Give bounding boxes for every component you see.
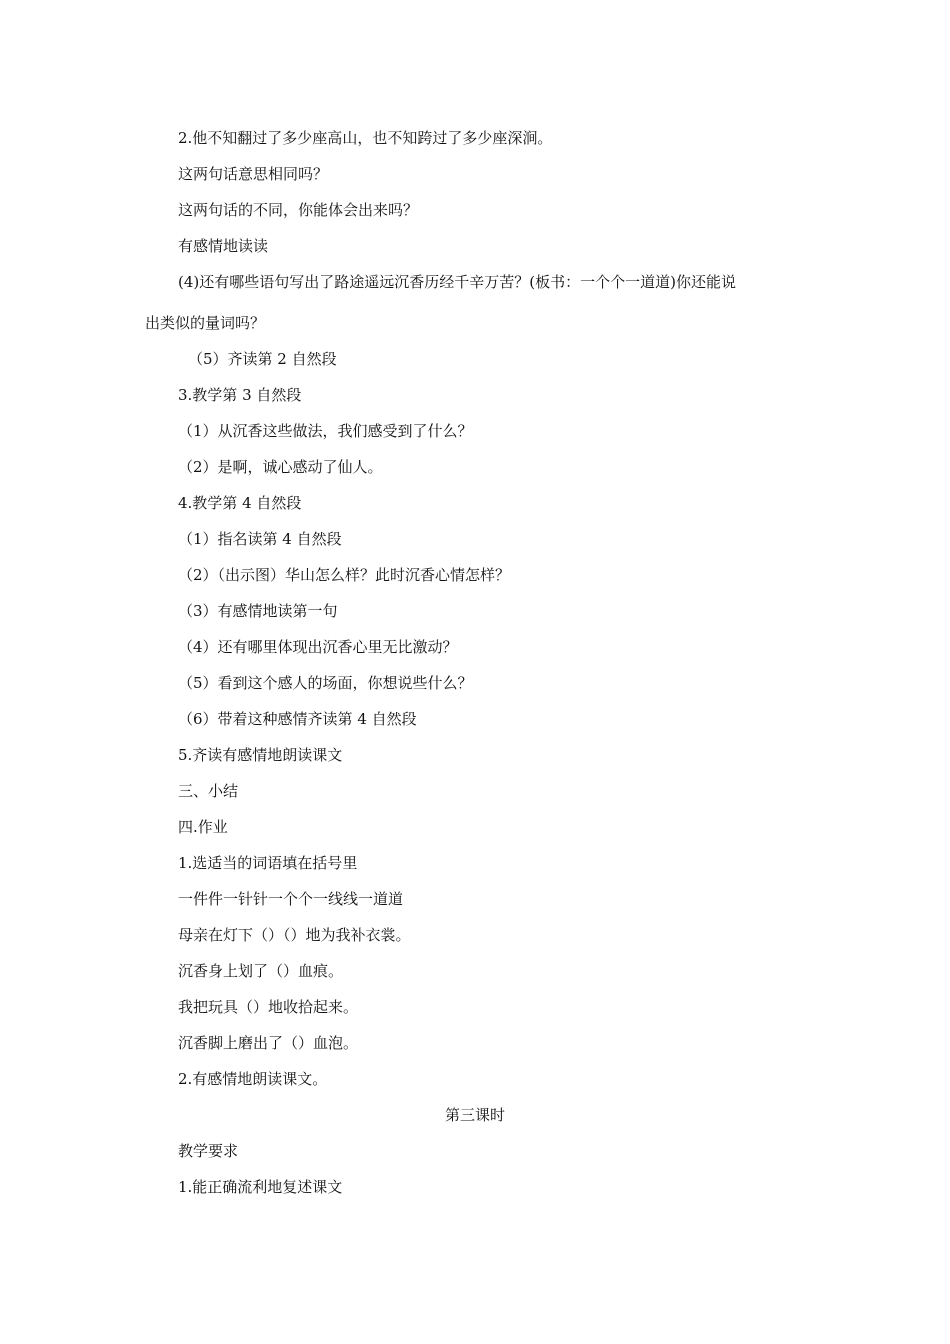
text-line: 这两句话意思相同吗？ [178,165,329,183]
text-line: 我把玩具（）地收拾起来。 [178,998,359,1016]
text-line: （3）有感情地读第一句 [178,602,338,620]
text-line: 2.他不知翻过了多少座高山，也不知跨过了多少座深涧。 [178,129,553,147]
text-line: （4）还有哪里体现出沉香心里无比激动？ [178,638,458,656]
lesson-title: 第三课时 [444,1106,505,1124]
text-line: （1）从沉香这些做法，我们感受到了什么？ [178,422,473,440]
section-heading: 四.作业 [178,818,228,836]
text-line: （1）指名读第 4 自然段 [178,530,342,548]
text-line: （5）看到这个感人的场面，你想说些什么？ [178,674,473,692]
text-line: （5）齐读第 2 自然段 [188,350,337,368]
text-line: 这两句话的不同，你能体会出来吗？ [178,201,419,219]
text-line: （6）带着这种感情齐读第 4 自然段 [178,710,417,728]
text-line: 母亲在灯下（）（）地为我补衣裳。 [178,926,411,944]
text-line: 有感情地读读 [178,237,269,255]
section-heading: 教学要求 [178,1142,239,1160]
text-line-continuation: 出类似的量词吗？ [145,314,266,332]
text-line: （2）是啊，诚心感动了仙人。 [178,458,383,476]
text-line: （2）（出示图）华山怎么样？此时沉香心情怎样？ [178,566,511,584]
text-line: 1.选适当的词语填在括号里 [178,854,358,872]
text-line: 4.教学第 4 自然段 [178,494,302,512]
text-line: (4)还有哪些语句写出了路途遥远沉香历经千辛万苦？(板书：一个个一道道)你还能说 [178,273,736,291]
text-line: 一件件一针针一个个一线线一道道 [178,890,404,908]
text-line: 2.有感情地朗读课文。 [178,1070,328,1088]
text-line: 沉香脚上磨出了（）血泡。 [178,1034,359,1052]
section-heading: 三、小结 [178,782,239,800]
text-line: 1.能正确流利地复述课文 [178,1178,343,1196]
text-line: 5.齐读有感情地朗读课文 [178,746,343,764]
text-line: 沉香身上划了（）血痕。 [178,962,344,980]
text-line: 3.教学第 3 自然段 [178,386,302,404]
